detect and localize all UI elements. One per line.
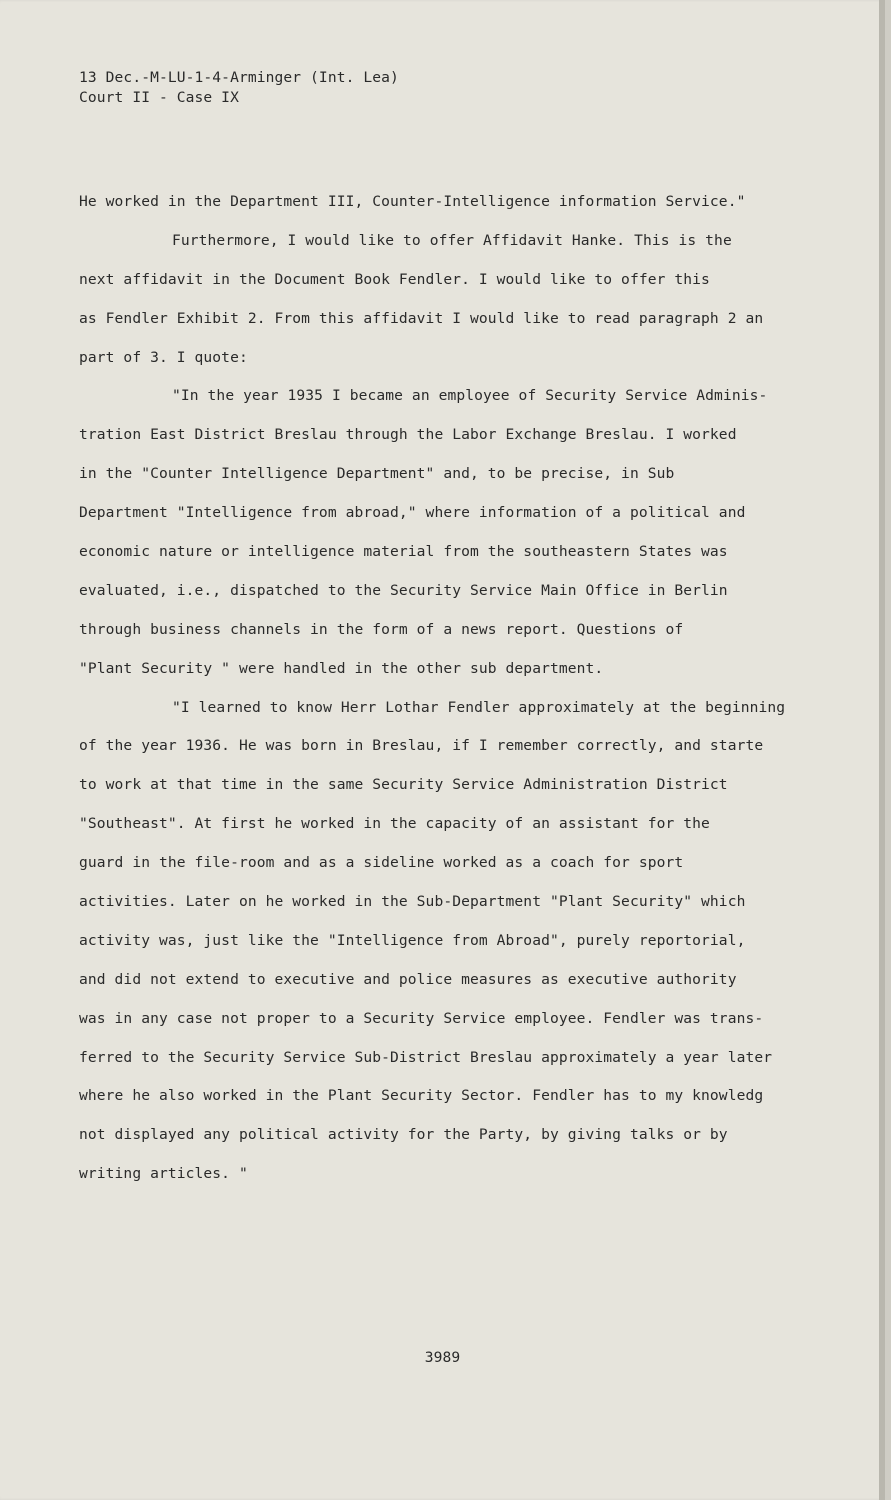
body-line: next affidavit in the Document Book Fendler. I would like to offer this bbox=[79, 270, 710, 288]
body-line: as Fendler Exhibit 2. From this affidavit I would like to read paragraph 2 an bbox=[79, 309, 764, 327]
body-line: evaluated, i.e., dispatched to the Security Service Main Office in Berlin bbox=[79, 581, 728, 599]
header-reference-line: 13 Dec.-M-LU-1-4-Arminger (Int. Lea) bbox=[79, 69, 399, 86]
paper-edge bbox=[879, 0, 885, 1500]
body-line: through business channels in the form of a news report. Questions of bbox=[79, 620, 684, 638]
body-line: economic nature or intelligence material from the southeastern States was bbox=[79, 543, 728, 561]
body-line: tration East District Breslau through the Labor Exchange Breslau. I worked bbox=[79, 426, 737, 444]
document-body bbox=[79, 183, 849, 1194]
body-line: and did not extend to executive and police measures as executive authority bbox=[79, 970, 737, 988]
body-line: Department "Intelligence from abroad," where information of a political and bbox=[79, 504, 746, 522]
body-line: Furthermore, I would like to offer Affidavit Hanke. This is the bbox=[172, 231, 732, 249]
body-line: was in any case not proper to a Security Service employee. Fendler was trans- bbox=[79, 1009, 764, 1027]
body-line: "Southeast". At first he worked in the capacity of an assistant for the bbox=[79, 815, 710, 833]
body-line: "I learned to know Herr Lothar Fendler approximately at the beginning bbox=[172, 698, 786, 716]
body-line: activity was, just like the "Intelligence from Abroad", purely reportorial, bbox=[79, 931, 746, 949]
body-line: where he also worked in the Plant Security Sector. Fendler has to my knowledg bbox=[79, 1087, 764, 1105]
body-line: "Plant Security " were handled in the other sub department. bbox=[79, 659, 604, 677]
body-line: writing articles. " bbox=[79, 1165, 248, 1183]
document-header bbox=[79, 68, 399, 108]
body-line: activities. Later on he worked in the Sub-Department "Plant Security" which bbox=[79, 893, 746, 911]
body-line: guard in the file-room and as a sideline worked as a coach for sport bbox=[79, 854, 684, 872]
body-line: of the year 1936. He was born in Breslau, if I remember correctly, and starte bbox=[79, 737, 764, 755]
body-line: in the "Counter Intelligence Department" and, to be precise, in Sub bbox=[79, 465, 675, 483]
body-line: "In the year 1935 I became an employee of Security Service Adminis- bbox=[172, 387, 768, 405]
body-line: ferred to the Security Service Sub-District Breslau approximately a year later bbox=[79, 1048, 773, 1066]
body-line: not displayed any political activity for the Party, by giving talks or by bbox=[79, 1126, 728, 1144]
body-line: part of 3. I quote: bbox=[79, 348, 248, 366]
body-line: He worked in the Department III, Counter-Intelligence information Service." bbox=[79, 193, 746, 210]
header-court-line: Court II - Case IX bbox=[79, 89, 239, 106]
body-line: to work at that time in the same Security Service Administration District bbox=[79, 776, 728, 794]
page-number: 3989 bbox=[424, 1349, 461, 1366]
